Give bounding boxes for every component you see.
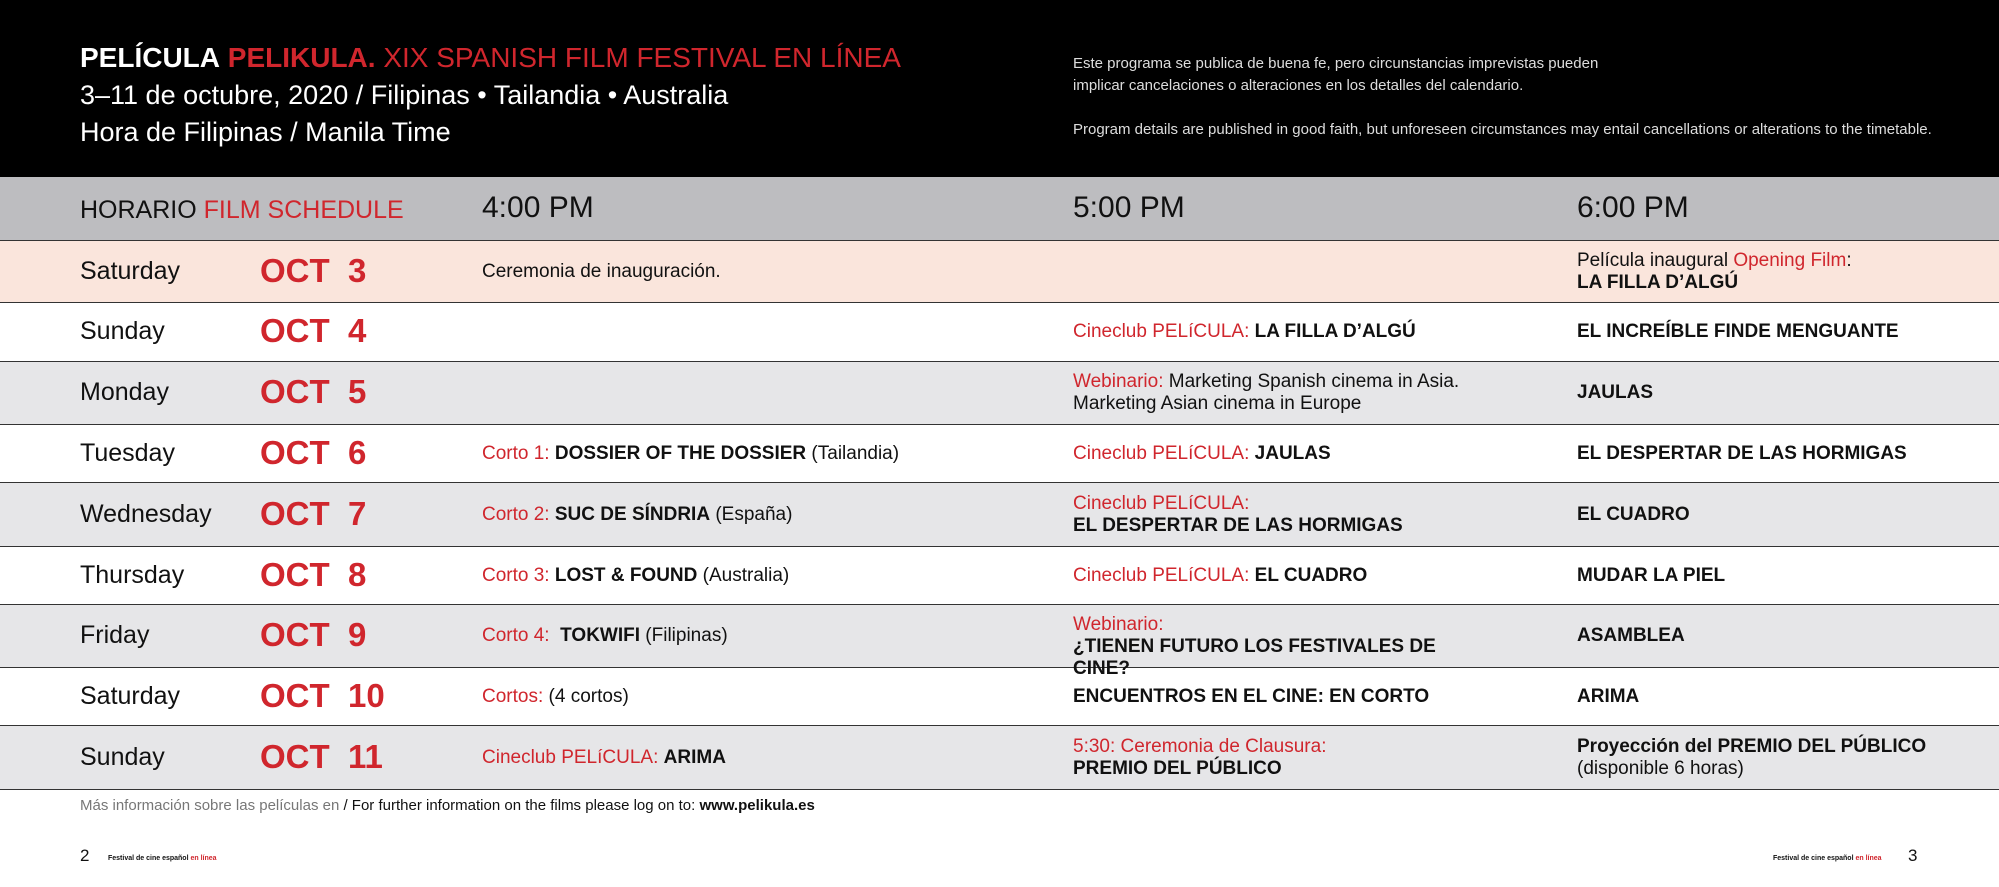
cell-c1: [482, 625, 1042, 647]
disclaimer-en: Program details are published in good faith, but unforeseen circumstances may entail cancellations or alterations to the timetable.: [1073, 121, 1932, 138]
row-date: OCT 9: [260, 616, 367, 653]
slot-4pm: 4:00 PM: [482, 191, 594, 224]
cell-text-bold: TOKWIFI: [560, 625, 641, 646]
cell-text-plain: (Filipinas): [640, 625, 728, 646]
cell-c3: [1577, 625, 1987, 647]
cell-c1: [482, 261, 1042, 283]
cell-text-red: 5:30: Ceremonia de Clausura:: [1073, 736, 1327, 757]
cell-text-red: Opening Film: [1733, 250, 1847, 271]
cell-c1: [482, 565, 1042, 587]
slot-6pm: 6:00 PM: [1577, 191, 1689, 224]
schedule-row: [0, 362, 1999, 425]
schedule-label-es: HORARIO: [80, 196, 197, 224]
cell-c2: [1073, 443, 1483, 465]
cell-c3: [1577, 250, 1987, 294]
footer-url[interactable]: www.pelikula.es: [699, 797, 815, 814]
cell-text-red: Cineclub PELíCULA:: [1073, 493, 1250, 514]
row-day: Friday: [80, 621, 150, 649]
cell-text-plain: (Australia): [697, 565, 790, 586]
cell-text-bold: Proyección del PREMIO DEL PÚBLICO: [1577, 736, 1927, 757]
cell-text-red: Webinario:: [1073, 614, 1164, 635]
timezone-label: Hora de Filipinas / Manila Time: [80, 117, 451, 147]
schedule-label-en: FILM SCHEDULE: [203, 196, 404, 224]
row-date: OCT 3: [260, 252, 367, 289]
slot-5pm: 5:00 PM: [1073, 191, 1185, 224]
cell-text-bold2: ¿TIENEN FUTURO LOS FESTIVALES DE CINE?: [1073, 636, 1442, 679]
cell-text-bold2: LA FILLA D’ALGÚ: [1577, 272, 1739, 293]
cell-text-post: :: [1846, 250, 1852, 271]
cell-text-plain: (4 cortos): [548, 686, 629, 707]
row-date: OCT 7: [260, 495, 367, 532]
disclaimer-es-line1: Este programa se publica de buena fe, pero circunstancias imprevistas pueden: [1073, 55, 1599, 72]
cell-c3: [1577, 686, 1987, 708]
cell-text-bold: SUC DE SÍNDRIA: [554, 504, 711, 525]
cell-text-bold: ENCUENTROS EN EL CINE: EN CORTO: [1073, 686, 1430, 707]
cell-text-bold: JAULAS: [1254, 443, 1331, 464]
schedule-header: [0, 177, 1999, 241]
footer-note-en: / For further information on the films please log on to:: [343, 797, 700, 814]
row-date: OCT 6: [260, 434, 367, 471]
cell-c2: [1073, 493, 1483, 537]
cell-text-bold: LOST & FOUND: [554, 565, 698, 586]
disclaimer-es-line2: implicar cancelaciones o alteraciones en los detalles del calendario.: [1073, 77, 1524, 94]
cell-c2: [1073, 371, 1483, 415]
row-date: OCT 8: [260, 556, 367, 593]
disclaimer: [1073, 53, 1973, 141]
schedule-row: [0, 303, 1999, 362]
cell-text-bold: EL CUADRO: [1577, 504, 1690, 525]
row-date: OCT 4: [260, 312, 367, 349]
row-day: Thursday: [80, 561, 185, 589]
row-day: Monday: [80, 378, 169, 406]
cell-text-red: Cortos:: [482, 686, 549, 707]
cell-text-plain2: (disponible 6 horas): [1577, 758, 1744, 779]
row-day: Saturday: [80, 682, 181, 710]
cell-c1: [482, 443, 1042, 465]
cell-text-red: Cineclub PELíCULA:: [1073, 443, 1255, 464]
schedule-row: [0, 547, 1999, 605]
schedule-row: [0, 425, 1999, 483]
title-festival: XIX SPANISH FILM FESTIVAL EN LÍNEA: [383, 42, 901, 73]
title-pelicula: PELÍCULA: [80, 42, 220, 73]
cell-text-bold: ARIMA: [1577, 686, 1640, 707]
header-banner: [0, 0, 1999, 177]
cell-text-bold: JAULAS: [1577, 382, 1654, 403]
footer-mini-right: Festival de cine español en línea: [1773, 855, 1882, 862]
cell-text-bold: ARIMA: [663, 747, 726, 768]
cell-c3: [1577, 382, 1987, 404]
row-date: OCT 5: [260, 373, 367, 410]
cell-c3: [1577, 321, 1987, 343]
row-date: OCT 10: [260, 677, 385, 714]
cell-text-plain: Ceremonia de inauguración.: [482, 261, 721, 282]
cell-text-red: Corto 4:: [482, 625, 561, 646]
row-day: Saturday: [80, 257, 181, 285]
cell-text-red: Cineclub PELíCULA:: [1073, 565, 1255, 586]
cell-text-pre: Película inaugural: [1577, 250, 1734, 271]
cell-text-plain: Marketing Spanish cinema in Asia. Marketing Asian cinema in Europe: [1073, 371, 1465, 414]
schedule-table: [0, 177, 1999, 790]
cell-c3: [1577, 443, 1987, 465]
cell-text-bold: EL CUADRO: [1254, 565, 1368, 586]
cell-c2: [1073, 321, 1483, 343]
schedule-label: [80, 196, 404, 225]
cell-text-bold2: PREMIO DEL PÚBLICO: [1073, 758, 1282, 779]
cell-c3: [1577, 565, 1987, 587]
schedule-rows: [0, 241, 1999, 790]
festival-dates: 3–11 de octubre, 2020 / Filipinas • Tailandia • Australia: [80, 80, 729, 110]
title-pelikula: PELIKULA.: [227, 42, 376, 73]
row-date: OCT 11: [260, 738, 383, 775]
cell-text-bold: ASAMBLEA: [1577, 625, 1685, 646]
cell-c2: [1073, 686, 1483, 708]
cell-text-red: Corto 3:: [482, 565, 555, 586]
cell-c2: [1073, 565, 1483, 587]
cell-text-red: Corto 1:: [482, 443, 555, 464]
schedule-row: [0, 241, 1999, 303]
page-number-left: 2: [80, 846, 90, 865]
cell-c1: [482, 504, 1042, 526]
cell-c3: [1577, 504, 1987, 526]
row-day: Sunday: [80, 317, 165, 345]
schedule-row: [0, 668, 1999, 726]
row-day: Sunday: [80, 743, 165, 771]
row-day: Wednesday: [80, 500, 212, 528]
cell-c1: [482, 686, 1042, 708]
schedule-row: [0, 483, 1999, 547]
schedule-row: [0, 605, 1999, 679]
cell-c3: [1577, 736, 1987, 780]
row-day: Tuesday: [80, 439, 175, 467]
cell-text-bold: EL INCREÍBLE FINDE MENGUANTE: [1577, 321, 1899, 342]
cell-text-bold: LA FILLA D’ALGÚ: [1254, 321, 1416, 342]
page-number-right: 3: [1908, 846, 1918, 865]
cell-text-bold: MUDAR LA PIEL: [1577, 565, 1726, 586]
footer-note: [80, 797, 815, 814]
schedule-row: [0, 726, 1999, 790]
cell-text-bold: EL DESPERTAR DE LAS HORMIGAS: [1577, 443, 1907, 464]
cell-text-red: Cineclub PELíCULA:: [482, 747, 664, 768]
cell-c2: [1073, 736, 1483, 780]
cell-text-red: Webinario:: [1073, 371, 1169, 392]
cell-text-bold: DOSSIER OF THE DOSSIER: [554, 443, 807, 464]
cell-c1: [482, 747, 1042, 769]
footer-mini-left: Festival de cine español en línea: [108, 855, 217, 862]
festival-title: [80, 42, 901, 74]
cell-text-bold2: EL DESPERTAR DE LAS HORMIGAS: [1073, 515, 1403, 536]
cell-text-red: Corto 2:: [482, 504, 555, 525]
cell-text-plain: (Tailandia): [806, 443, 900, 464]
cell-text-plain: (España): [710, 504, 793, 525]
footer-note-es: Más información sobre las películas en: [80, 797, 344, 814]
cell-text-red: Cineclub PELíCULA:: [1073, 321, 1255, 342]
